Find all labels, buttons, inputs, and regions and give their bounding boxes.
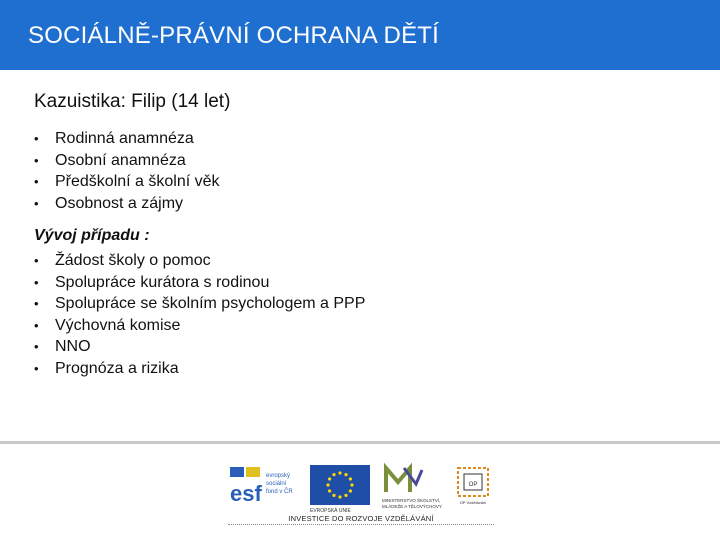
list-item bbox=[34, 272, 365, 294]
svg-text:fond v ČR: fond v ČR bbox=[266, 489, 293, 495]
bullet-icon: • bbox=[34, 152, 39, 168]
svg-text:sociální: sociální bbox=[266, 481, 287, 487]
list-item bbox=[34, 171, 220, 193]
bullet-icon: • bbox=[34, 360, 39, 376]
esf-logo bbox=[228, 465, 302, 507]
svg-text:MLÁDEŽE A TĚLOVÝCHOVY: MLÁDEŽE A TĚLOVÝCHOVY bbox=[382, 504, 442, 509]
case-progress-list bbox=[34, 250, 365, 379]
op-vk-logo bbox=[452, 466, 494, 510]
bullet-icon: • bbox=[34, 195, 39, 211]
list-item bbox=[34, 150, 220, 172]
bullet-icon: • bbox=[34, 274, 39, 290]
list-item-text: Rodinná anamnéza bbox=[55, 130, 194, 147]
list-item bbox=[34, 250, 365, 272]
slide-title: SOCIÁLNĚ-PRÁVNÍ OCHRANA DĚTÍ bbox=[28, 22, 440, 49]
fineprint-line bbox=[228, 524, 494, 527]
eu-flag-logo bbox=[310, 465, 370, 505]
svg-text:evropský: evropský bbox=[266, 473, 291, 479]
section-heading: Vývoj případu : bbox=[34, 227, 150, 244]
list-item-text: Spolupráce se školním psychologem a PPP bbox=[55, 295, 366, 312]
list-item-text: Předškolní a školní věk bbox=[55, 173, 220, 190]
logo-caption: INVESTICE DO ROZVOJE VZDĚLÁVÁNÍ bbox=[288, 514, 434, 523]
svg-text:OP: OP bbox=[468, 482, 478, 488]
list-item-text: Osobnost a zájmy bbox=[55, 194, 184, 212]
title-bar bbox=[0, 0, 720, 70]
list-item bbox=[34, 358, 365, 380]
list-item-text: Spolupráce kurátora s rodinou bbox=[55, 273, 270, 291]
footer-divider bbox=[0, 441, 720, 444]
bullet-icon: • bbox=[34, 253, 39, 268]
list-item-text: NNO bbox=[55, 338, 91, 355]
list-item bbox=[34, 315, 365, 337]
list-item bbox=[34, 128, 220, 150]
anamnesis-list bbox=[34, 128, 220, 214]
msmt-logo bbox=[378, 462, 448, 512]
funding-logos bbox=[228, 462, 494, 530]
list-item-text: Prognóza a rizika bbox=[55, 359, 179, 377]
bullet-icon: • bbox=[34, 339, 39, 354]
list-item-text: Žádost školy o pomoc bbox=[55, 252, 211, 269]
list-item bbox=[34, 293, 365, 315]
bullet-icon: • bbox=[34, 296, 39, 311]
list-item-text: Výchovná komise bbox=[55, 316, 181, 334]
bullet-icon: • bbox=[34, 317, 39, 333]
svg-text:esf: esf bbox=[230, 481, 262, 506]
bullet-icon: • bbox=[34, 174, 39, 189]
bullet-icon: • bbox=[34, 131, 39, 146]
list-item-text: Osobní anamnéza bbox=[55, 151, 186, 169]
eu-label: EVROPSKÁ UNIE bbox=[310, 508, 351, 514]
list-item bbox=[34, 193, 220, 215]
svg-text:MINISTERSTVO ŠKOLSTVÍ,: MINISTERSTVO ŠKOLSTVÍ, bbox=[382, 498, 441, 503]
case-subtitle: Kazuistika: Filip (14 let) bbox=[34, 91, 231, 112]
svg-text:OP Vzdělávání: OP Vzdělávání bbox=[459, 500, 487, 505]
list-item bbox=[34, 336, 365, 358]
